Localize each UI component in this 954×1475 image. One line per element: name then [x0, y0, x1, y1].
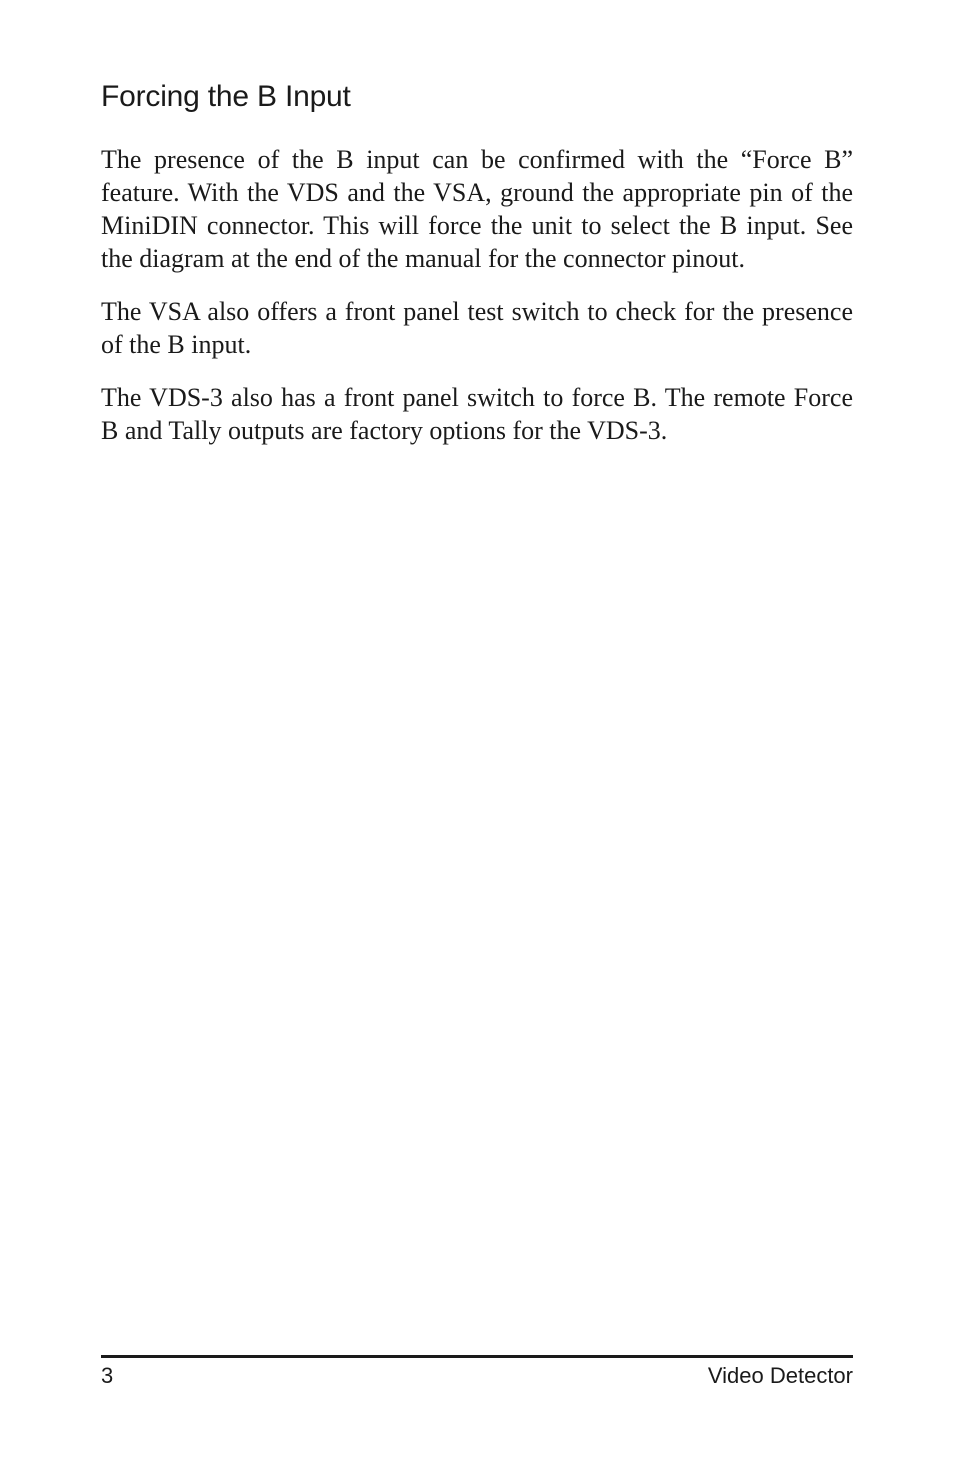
footer-page-number: 3	[101, 1363, 114, 1388]
body-text	[101, 143, 853, 467]
paragraph-vsa-test-switch: The VSA also offers a front panel test switch to check for the presence of the B input.	[101, 297, 853, 359]
footer-rule	[101, 1355, 853, 1358]
footer-title: Video Detector	[707, 1363, 853, 1388]
paragraph-force-b-feature: The presence of the B input can be confirmed with the “Force B” feature. With the VDS and the VSA, ground the appropriate pin of the MiniDIN connector. This will force the unit to select the B input. See the diagram at the end of the manual for the connector pinout.	[101, 145, 853, 273]
paragraph-vds3-switch: The VDS-3 also has a front panel switch to force B. The remote Force B and Tally outputs are factory options for the VDS-3.	[101, 383, 853, 445]
section-heading: Forcing the B Input	[101, 80, 351, 113]
